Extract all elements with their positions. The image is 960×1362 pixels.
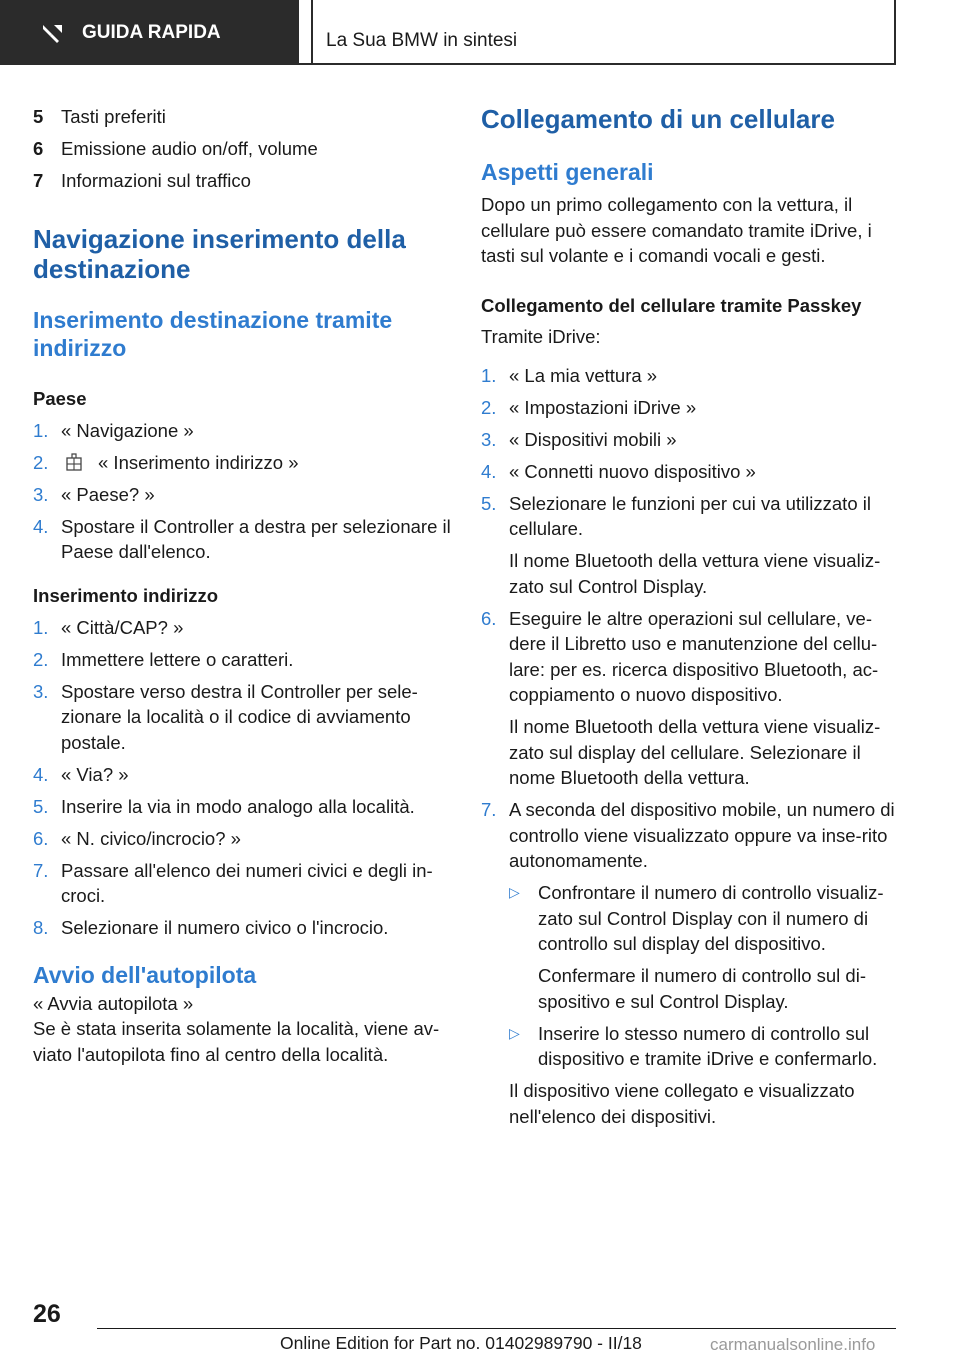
list-item: 5. Selezionare le funzioni per cui va utilizzato il cellulare. Il nome Bluetooth della vettura viene visualiz-zato sul Control Display. — [481, 492, 881, 597]
closing-paragraph: Il dispositivo viene collegato e visualizzato nell'elenco dei dispositivi. — [509, 1080, 855, 1127]
list-item: 2. « Impostazioni iDrive » — [481, 396, 697, 418]
list-item: 7. A seconda del dispositivo mobile, un numero di controllo viene visualizzato oppure va inse-rito autonomamente. ▷ Confrontare il numero di controllo visualiz-zato sul Control Display con il numero di controllo sul display del dispositivo. Confermare il numero di controllo sul di-spositivo e sul Control Display. ▷ Inserire lo stesso numero di controllo sul dispositivo e tramite iDrive e confermarlo. Il dispositivo viene collegato e visualizzato nell'elenco dei dispositivi. — [481, 797, 901, 1129]
sub-list-item: ▷ Inserire lo stesso numero di controllo sul dispositivo e tramite iDrive e confermarlo. — [509, 1021, 901, 1072]
heading-country: Paese — [33, 387, 87, 409]
legend-list — [33, 104, 451, 194]
left-column — [33, 104, 451, 1067]
list-item: 8. Selezionare il numero civico o l'incrocio. — [33, 917, 389, 938]
legend-item: 7 Informazioni sul traffico — [33, 170, 251, 191]
autopilot-description: Se è stata inserita solamente la località, viene av-viato l'autopilota fino al centro della località. — [33, 1018, 440, 1065]
right-column — [481, 104, 901, 1136]
list-item: 6. « N. civico/incrocio? » — [33, 827, 241, 849]
address-steps — [33, 615, 451, 941]
list-item: 3. « Dispositivi mobili » — [481, 428, 677, 450]
list-item: 5. Inserire la via in modo analogo alla località. — [33, 795, 415, 817]
heading-passkey: Collegamento del cellulare tramite Passkey — [481, 294, 862, 316]
section-title-phone: Collegamento di un cellulare — [481, 104, 835, 134]
page-number: 26 — [33, 1300, 61, 1328]
car-icon — [40, 21, 64, 45]
list-item: 2. Immettere lettere o caratteri. — [33, 648, 294, 670]
chapter-title: La Sua BMW in sintesi — [326, 30, 518, 51]
subsection-title-general: Aspetti generali — [481, 159, 654, 185]
sub-list — [509, 880, 901, 1072]
subsection-title-address: Inserimento destinazione tramite indirizzo — [33, 306, 393, 361]
quick-guide-tab — [0, 0, 299, 65]
list-item: 4. « Connetti nuovo dispositivo » — [481, 460, 756, 482]
header-divider — [311, 0, 313, 65]
list-item: 7. Passare all'elenco dei numeri civici e degli in-croci. — [33, 859, 433, 906]
triangle-bullet-icon: ▷ — [509, 884, 520, 900]
via-idrive: Tramite iDrive: — [481, 326, 601, 347]
list-item: 1. « Città/CAP? » — [33, 616, 184, 638]
country-steps — [33, 418, 451, 565]
triangle-bullet-icon: ▷ — [509, 1024, 520, 1041]
section-title-autopilot: Avvio dell'autopilota — [33, 961, 257, 988]
legend-item: 6 Emissione audio on/off, volume — [33, 138, 318, 159]
legend-item: 5 Tasti preferiti — [33, 106, 166, 127]
heading-address-entry: Inserimento indirizzo — [33, 584, 219, 606]
list-item: 3. « Paese? » — [33, 483, 155, 505]
list-item: 4. « Via? » — [33, 763, 129, 785]
section-title-navigation: Navigazione inserimento della destinazione — [33, 223, 406, 284]
address-entry-icon — [64, 452, 84, 472]
list-item: 1. « La mia vettura » — [481, 364, 658, 386]
autopilot-command: « Avvia autopilota » — [33, 992, 194, 1014]
list-item: 2. « Inserimento indirizzo » — [33, 451, 299, 473]
phone-steps — [481, 363, 901, 1130]
footer-divider — [97, 1328, 896, 1329]
list-item: 4. Spostare il Controller a destra per selezionare il Paese dall'elenco. — [33, 515, 451, 562]
list-item: 1. « Navigazione » — [33, 419, 194, 441]
list-item: 6. Eseguire le altre operazioni sul cellulare, ve-dere il Libretto uso e manutenzione del cellu-lare: per es. ricerca dispositivo Bluetooth, ac-coppiamento o nuovo dispositivo. Il nome Bluetooth della vettura viene visualiz-zato sul display del cellulare. Selezionare il nome Bluetooth della vettura. — [481, 607, 881, 788]
edition-text: Online Edition for Part no. 01402989790 - II/18 — [280, 1333, 642, 1353]
intro-paragraph: Dopo un primo collegamento con la vettura, il cellulare può essere comandato tramite iDrive, i tasti sul volante e i comandi vocali e gesti. — [481, 194, 872, 266]
sub-list-item: ▷ Confrontare il numero di controllo visualiz-zato sul Control Display con il numero di controllo sul display del dispositivo. Confermare il numero di controllo sul di-spositivo e sul Control Display. — [509, 880, 901, 1014]
quick-guide-label: GUIDA RAPIDA — [82, 21, 221, 43]
list-item: 3. Spostare verso destra il Controller per sele-zionare la località o il codice di avviamento postale. — [33, 680, 418, 753]
watermark: carmanualsonline.info — [710, 1335, 876, 1354]
